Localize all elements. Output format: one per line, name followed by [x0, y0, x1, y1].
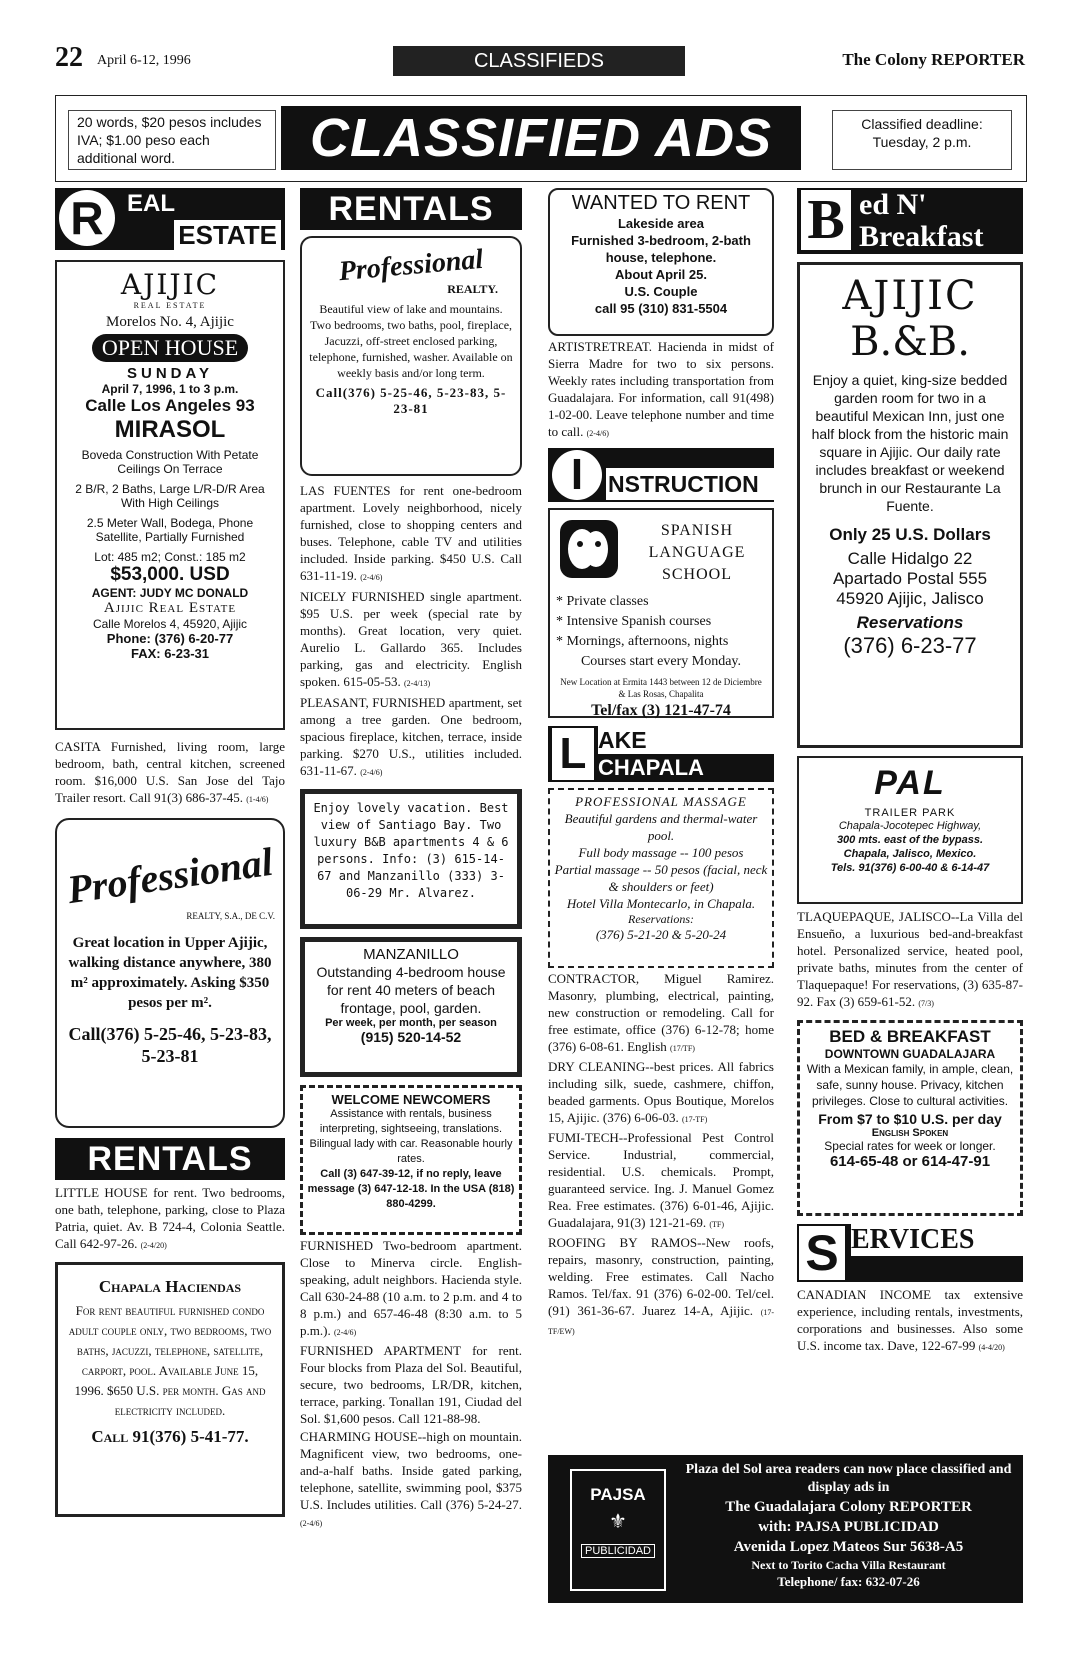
pal-name: TRAILER PARK: [864, 807, 956, 819]
manzanillo-text: Outstanding 4-bedroom house for rent 40 meters of beach frontage, pool, garden.: [316, 964, 506, 1016]
pal-line-1: Chapala-Jocotepec Highway,: [838, 820, 982, 832]
paper-name: The Colony REPORTER: [842, 50, 1025, 69]
little-house-ad: [55, 1184, 285, 1254]
bnb-guadalajara-ad: [797, 1020, 1023, 1216]
bnb-logo: AJIJIC: [842, 273, 978, 319]
bnb-head-1: ed N': [859, 188, 927, 221]
property-price: $53,000. USD: [110, 564, 230, 585]
pal-line-3: Chapala, Jalisco, Mexico.: [843, 848, 977, 860]
wanted-title: WANTED TO RENT: [571, 192, 751, 214]
pajsa-logo-sub: PUBLICIDAD: [581, 1544, 655, 1558]
ajijic-bnb-ad: [797, 262, 1023, 748]
haciendas-title: Chapala Haciendas: [98, 1277, 242, 1296]
charming-house-text: CHARMING HOUSE--high on mountain. Magnificent view, two bedrooms, one-and-a-half baths. Inside gated parking, telephone, satellite, swimming pool, $375 U.S. Includes utilities. Call (376) 5-24-27.: [300, 1429, 522, 1512]
services-header: [797, 1224, 1023, 1282]
professional-logo: Professional: [337, 243, 485, 288]
pajsa-logo-box: [570, 1469, 666, 1591]
instruction-letter: I: [552, 450, 602, 500]
massage-line-2: Full body massage -- 100 pesos: [578, 845, 744, 860]
pajsa-line-4: Avenida Lopez Mateos Sur 5638-A5: [733, 1539, 964, 1555]
wanted-line-1: Lakeside area: [617, 216, 704, 231]
pal-line-2: 300 mts. east of the bypass.: [836, 834, 984, 846]
pal-line-4: Tels. 91(376) 6-00-40 & 6-14-47: [830, 862, 990, 874]
massage-line-4: Hotel Villa Montecarlo, in Chapala.: [566, 896, 756, 911]
furnished-apartment-ad: [300, 1342, 522, 1427]
fumi-tech-ad: [548, 1129, 774, 1233]
las-fuentes-text: LAS FUENTES for rent one-bedroom apartment. Lovely neighborhood, nicely furnished, close to shopping centers and buses. Telephone, cable TV and utilities included. Inside parking. $450 U.S. Call 631-11-19.: [300, 483, 522, 583]
massage-line-1: Beautiful gardens and thermal-water pool.: [564, 811, 758, 843]
ajijic-real-estate-ad: [55, 260, 285, 730]
instruction-header: [548, 448, 774, 502]
charming-house-ad: [300, 1428, 522, 1532]
rentals-title: RENTALS: [328, 190, 494, 228]
professional-call: Call(376) 5-25-46, 5-23-83, 5-23-81: [315, 385, 507, 416]
wanted-line-3: About April 25.: [615, 267, 707, 282]
tlaquepaque-text: TLAQUEPAQUE, JALISCO--La Villa del Ensueño, a luxurious bed-and-breakfast hotel. Personalized service, heated pool, private baths, minutes from the center of Tlaquepaque! For reservations, (3) 635-87-92. Fax (3) 659-61-52.: [797, 909, 1023, 1009]
contractor-tag: (17/TF): [670, 1044, 695, 1053]
pajsa-text: [680, 1461, 1017, 1591]
wanted-to-rent-ad: [548, 188, 774, 336]
professional-sub-left: REALTY, S.A., DE C.V.: [186, 911, 275, 921]
pajsa-seal-icon: ⚜: [609, 1511, 627, 1533]
professional-realty-ad-left: [55, 818, 285, 1128]
bnb-address-2: Apartado Postal 555: [832, 569, 988, 588]
little-house-tag: (2-4/20): [140, 1241, 167, 1250]
rentals-left-title: RENTALS: [87, 1140, 253, 1178]
tlaquepaque-ad: [797, 908, 1023, 1012]
school-name: SPANISH LANGUAGE SCHOOL: [648, 522, 746, 583]
spanish-school-ad: [548, 508, 774, 718]
page-header: [55, 40, 1025, 80]
rate-box: 20 words, $20 pesos includes IVA; $1.00 peso each additional word.: [68, 110, 276, 170]
fumi-tech-tag: (TF): [709, 1220, 725, 1229]
gdl-subtitle: DOWNTOWN GUADALAJARA: [824, 1047, 996, 1061]
gdl-price: From $7 to $10 U.S. per day: [818, 1111, 1002, 1127]
feature-3: 2.5 Meter Wall, Bodega, Phone Satellite, Partially Furnished: [86, 516, 254, 544]
massage-ad: [548, 788, 774, 968]
open-house-time: April 7, 1996, 1 to 3 p.m.: [101, 382, 239, 396]
manzanillo-ad: [300, 937, 522, 1077]
bnb-logo-2: B.&B.: [850, 319, 970, 365]
column-real-estate: [55, 188, 285, 1517]
massage-line-5: Reservations:: [628, 912, 694, 926]
issue-date: April 6-12, 1996: [97, 53, 191, 68]
vacation-ad: [300, 789, 522, 929]
las-fuentes-tag: (2-4/6): [360, 573, 383, 582]
little-house-text: LITTLE HOUSE for rent. Two bedrooms, one bath, telephone, parking, close to Plaza Patria, quiet. Av. B 724-4, Colonia Seattle. Call 642-97-26.: [55, 1185, 285, 1251]
professional-logo-left: Professional: [64, 838, 276, 913]
fumi-tech-text: FUMI-TECH--Professional Pest Control Service. Industrial, commercial, residential. U.S. chemicals. Prompt, guaranteed service. Ing. J. Manuel Gomez Rea. Free estimates. (376) 6-01-46, Ajijic. Guadalajara, 91(3) 121-21-69.: [548, 1130, 774, 1230]
real-estate-head-2: ESTATE: [174, 220, 281, 251]
lake-head-1: AKE: [598, 726, 774, 754]
las-fuentes-ad: [300, 482, 522, 586]
school-bullet-1: * Private classes: [556, 594, 649, 609]
lot-size: Lot: 485 m2; Const.: 185 m2: [94, 550, 246, 564]
feature-1: Boveda Construction With Petate Ceilings On Terrace: [81, 448, 259, 476]
canadian-income-tag: (4-4/20): [978, 1343, 1005, 1352]
lake-letter: L: [552, 728, 594, 780]
column-rentals: [300, 188, 522, 1532]
agency-address: Calle Morelos 4, 45920, Ajijic: [92, 617, 248, 631]
agency-fax: FAX: 6-23-31: [130, 646, 210, 661]
dry-cleaning-text: DRY CLEANING--best prices. All fabrics including silk, suede, cashmere, chiffon, beaded garments. Opus Boutique, Morelos 15, Ajijic. (376) 6-06-03.: [548, 1059, 774, 1125]
classified-banner: [55, 95, 1027, 182]
massage-title: PROFESSIONAL MASSAGE: [575, 794, 747, 809]
roofing-ad: [548, 1234, 774, 1340]
column-bnb-services: [797, 188, 1023, 1356]
classified-title: CLASSIFIED ADS: [281, 106, 801, 170]
canadian-income-text: CANADIAN INCOME tax extensive experience, including rentals, investments, corporations and businesses. Also some U.S. income tax. Dave, 122-67-99: [797, 1287, 1023, 1353]
nicely-furnished-tag: (2-4/13): [404, 679, 431, 688]
canadian-income-ad: [797, 1286, 1023, 1356]
haciendas-text: For rent beautiful furnished condo adult couple only, two bedrooms, two baths, jacuzzi, telephone, satellite, carport, pool. Available June 15, 1996. $650 U.S. per month. Gas and electricity included.: [68, 1303, 272, 1418]
school-location: New Location at Ermita 1443 between 12 de Diciembre & Las Rosas, Chapalita: [560, 677, 762, 699]
furnished-apartment-text: FURNISHED APARTMENT for rent. Four blocks from Plaza del Sol. Beautiful, secure, two bedrooms, LR/DR, kitchen, terrace, parking. Tonallan 191, Ciudad del Sol. $1,600 pesos. Call 121-88-98.: [300, 1343, 522, 1426]
bnb-head-2: Breakfast: [859, 220, 984, 253]
gdl-phone: 614-65-48 or 614-47-91: [829, 1153, 991, 1170]
roofing-text: ROOFING BY RAMOS--New roofs, repairs, masonry, construction, painting, welding. Free estimates. Call Nacho Ramos. Tel/fax. 91 (376) 6-02-00. Tel/cel. (91) 361-36-67. Juarez 14-A, Ajijic.: [548, 1235, 774, 1318]
nicely-furnished-ad: [300, 588, 522, 692]
bnb-text: Enjoy a quiet, king-size bedded garden room for two in a beautiful Mexican Inn, just one half block from the historic main square in Ajijic. Our daily rate includes breakfast or weekend brunch in our Restaurante La Fuente.: [811, 372, 1009, 514]
professional-realty-ad: [300, 236, 522, 476]
pal-trailer-park-ad: [797, 756, 1023, 904]
manzanillo-title: MANZANILLO: [363, 946, 459, 963]
school-bullet-3: * Mornings, afternoons, nights: [556, 634, 729, 649]
rentals-header: [300, 188, 522, 230]
rentals-left-header: [55, 1138, 285, 1180]
wanted-line-5: call 95 (310) 831-5504: [594, 301, 728, 316]
professional-sub: REALTY.: [447, 282, 498, 296]
deadline-box: Classified deadline: Tuesday, 2 p.m.: [832, 110, 1012, 170]
pajsa-logo: PAJSA: [590, 1485, 646, 1504]
massage-line-3: Partial massage -- 50 pesos (facial, neck & shoulders or feet): [554, 862, 768, 894]
lake-head-2: CHAPALA: [598, 755, 704, 780]
welcome-call: Call (3) 647-39-12, if no reply, leave message (3) 647-12-18. In the USA (818) 880-4299.: [307, 1168, 515, 1210]
manzanillo-rate: Per week, per month, per season: [325, 1017, 497, 1029]
furnished-ad: [300, 1237, 522, 1341]
services-letter: S: [799, 1226, 845, 1280]
furnished-text: FURNISHED Two-bedroom apartment. Close to Minerva circle. English-speaking, adult neighbors. Hacienda style. Call 630-24-88 (10 a.m. to 2 p.m. and 4 to 8 p.m.) and 657-46-48 (8:30 a.m. to 5 p.m.).: [300, 1238, 522, 1338]
pajsa-line-3: with: PAJSA PUBLICIDAD: [758, 1519, 939, 1535]
pleasant-ad: [300, 694, 522, 781]
wanted-line-2: Furnished 3-bedroom, 2-bath house, telephone.: [571, 233, 751, 265]
vacation-text: Enjoy lovely vacation. Best view of Santiago Bay. Two luxury B&B apartments 4 & 6 persons. Info: (3) 615-14-67 and Manzanillo (333) 3-06-29 Mr. Alvarez.: [313, 801, 509, 900]
massage-line-6: (376) 5-21-20 & 5-20-24: [595, 927, 727, 942]
haciendas-call: Call 91(376) 5-41-77.: [91, 1427, 249, 1446]
artist-retreat-ad: [548, 338, 774, 442]
artist-retreat-text: ARTISTRETREAT. Hacienda in midst of Sierra Madre for two to six persons. Weekly rates including transportation from Guadalajara. For information, call 91(498) 1-02-00. Leave telephone number and time to call.: [548, 339, 774, 439]
agency-name: Ajijic Real Estate: [103, 600, 237, 616]
gdl-text: With a Mexican family, in ample, clean, safe, sunny house. Privacy, kitchen privileges. Close to cultural activities.: [806, 1062, 1014, 1108]
section-title: CLASSIFIEDS: [393, 46, 685, 76]
pajsa-line-5: Next to Torito Cacha Villa Restaurant: [751, 1558, 946, 1572]
gdl-english: English Spoken: [871, 1127, 949, 1139]
casita-ad: [55, 738, 285, 808]
bnb-header: [797, 188, 1023, 254]
contractor-text: CONTRACTOR, Miguel Ramirez. Masonry, plumbing, electrical, painting, new construction or remodeling. Call for free estimate, office (376) 6-12-78; home (376) 6-08-61. English: [548, 971, 774, 1054]
manzanillo-phone: (915) 520-14-52: [360, 1029, 462, 1045]
services-title: ERVICES: [851, 1224, 1023, 1256]
school-bullet-2: * Intensive Spanish courses: [556, 614, 712, 629]
school-tel: Tel/fax (3) 121-47-74: [591, 702, 731, 719]
furnished-tag: (2-4/6): [333, 1328, 357, 1337]
bnb-phone: (376) 6-23-77: [843, 633, 977, 658]
artist-retreat-tag: (2-4/6): [586, 429, 609, 438]
gdl-special: Special rates for week or longer.: [824, 1139, 996, 1153]
pleasant-text: PLEASANT, FURNISHED apartment, set among a tree garden. One bedroom, spacious fireplace, kitchen, terrace, inside parking. $270 U.S., utilities included. 631-11-67.: [300, 695, 522, 778]
professional-call-left: Call(376) 5-25-46, 5-23-83, 5-23-81: [68, 1024, 272, 1066]
page-number: 22: [55, 42, 83, 73]
real-estate-header: [55, 188, 285, 250]
agent-name: AGENT: JUDY MC DONALD: [91, 586, 249, 600]
roofing-tag: (17-TF/EW): [548, 1308, 775, 1336]
column-wanted-instruction-lake: [548, 188, 774, 1340]
dry-cleaning-ad: [548, 1058, 774, 1128]
casita-text: CASITA Furnished, living room, large bedroom, bath, central kitchen, screened room. $16,000 U.S. San Jose del Tajo Trailer resort. Call 91(3) 686-37-45.: [55, 739, 285, 805]
tlaquepaque-tag: (7/3): [918, 999, 934, 1008]
professional-text-left: Great location in Upper Ajijic, walking distance anywhere, 380 m² approximately. Asking $350 pesos per m².: [68, 935, 272, 1011]
school-header: [556, 516, 766, 586]
nicely-furnished-text: NICELY FURNISHED single apartment. $95 U.S. per week (special rate by months). Great location, very quiet. Aurelio L. Gallardo 365. Includes parking, gas and electricity. English spoken. 615-05-53.: [300, 589, 522, 689]
bnb-price: Only 25 U.S. Dollars: [829, 525, 991, 544]
pleasant-tag: (2-4/6): [360, 768, 383, 777]
real-estate-letter: R: [59, 190, 115, 246]
welcome-newcomers-ad: [300, 1085, 522, 1235]
ajijic-logo: AJIJIC: [120, 268, 220, 301]
open-house-label: OPEN HOUSE: [92, 334, 248, 362]
feature-2: 2 B/R, 2 Baths, Large L/R-D/R Area With High Ceilings: [75, 482, 265, 510]
professional-text: Beautiful view of lake and mountains. Two bedrooms, two baths, pool, fireplace, Jacuzzi, off-street enclosed parking, telephone, furnished, washer. Available on weekly basis and/or long term.: [309, 302, 513, 380]
charming-house-tag: (2-4/6): [300, 1519, 323, 1528]
pajsa-line-2: The Guadalajara Colony REPORTER: [725, 1499, 972, 1515]
instruction-title: NSTRUCTION: [606, 468, 774, 500]
open-house-street: Calle Los Angeles 93: [85, 396, 255, 415]
bnb-address-3: 45920 Ajijic, Jalisco: [836, 589, 984, 608]
casita-tag: (1-4/6): [246, 795, 269, 804]
property-name: MIRASOL: [114, 416, 226, 443]
agency-phone: Phone: (376) 6-20-77: [106, 631, 234, 646]
open-house-day: SUNDAY: [127, 365, 213, 382]
pal-logo: PAL: [874, 764, 946, 802]
dry-cleaning-tag: (17-TF): [681, 1115, 708, 1124]
pajsa-line-6: Telephone/ fax: 632-07-26: [777, 1574, 920, 1589]
welcome-text: Assistance with rentals, business interpreting, sightseeing, translations. Bilingual lady with car. Reasonable hourly rates.: [309, 1108, 513, 1165]
face-logo-icon: [558, 518, 620, 580]
contractor-ad: [548, 970, 774, 1057]
lake-chapala-header: [548, 726, 774, 782]
ajijic-logo-sub: REAL ESTATE: [133, 301, 207, 310]
bnb-letter: B: [801, 190, 851, 250]
wanted-line-4: U.S. Couple: [624, 284, 698, 299]
pajsa-line-1: Plaza del Sol area readers can now place classified and display ads in: [685, 1462, 1012, 1495]
chapala-haciendas-ad: [55, 1262, 285, 1517]
bnb-address-1: Calle Hidalgo 22: [847, 549, 973, 568]
pajsa-ad: [548, 1455, 1023, 1603]
real-estate-head-1: EAL: [127, 190, 175, 217]
ajijic-address: Morelos No. 4, Ajijic: [106, 314, 234, 330]
welcome-title: WELCOME NEWCOMERS: [331, 1092, 491, 1107]
school-courses: Courses start every Monday.: [580, 654, 742, 669]
bnb-reservations: Reservations: [856, 613, 964, 632]
gdl-title: BED & BREAKFAST: [829, 1027, 991, 1046]
